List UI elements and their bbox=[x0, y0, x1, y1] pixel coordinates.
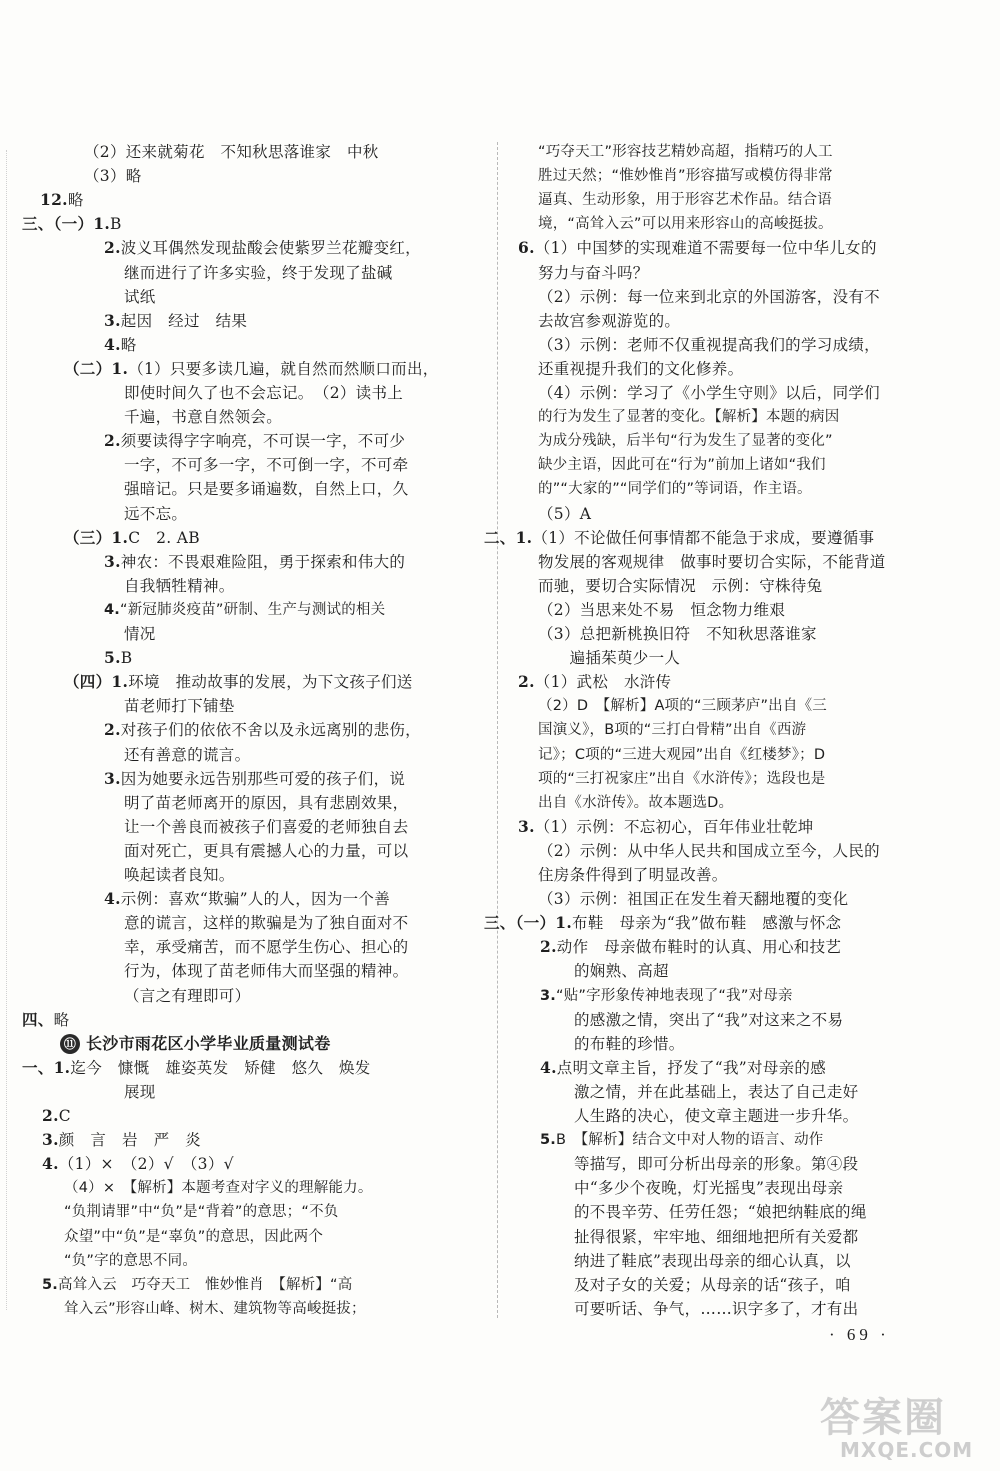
item-text: （1）示例：不忘初心，百年伟业壮乾坤 bbox=[534, 818, 814, 836]
right_column-line bbox=[540, 935, 841, 959]
item-text: 还重视提升我们的文化修养。 bbox=[538, 360, 744, 378]
item-text: 让一个善良而被孩子们喜爱的老师独自去 bbox=[124, 818, 409, 836]
item-text: 去故宫参观游览的。 bbox=[538, 312, 681, 330]
item-label: 4. bbox=[540, 1058, 557, 1077]
item-text: 神农：不畏艰难险阻，勇于探索和伟大的 bbox=[120, 553, 406, 571]
left_column-line bbox=[124, 839, 408, 863]
left_column-line bbox=[84, 164, 142, 188]
item-text: 波义耳偶然发现盐酸会使紫罗兰花瓣变红， bbox=[120, 239, 421, 257]
right_column-line bbox=[538, 767, 825, 791]
item-text: （2）示例：每一位来到北京的外国游客，没有不 bbox=[538, 288, 880, 306]
left_column-line bbox=[104, 646, 132, 670]
item-text: 点明文章主旨，抒发了“我”对母亲的感 bbox=[556, 1059, 827, 1077]
item-label: （四）1. bbox=[64, 672, 129, 691]
item-text: （1）只要多读几遍，就自然而然顺口而出， bbox=[128, 360, 439, 378]
item-text: （3）总把新桃换旧符 不知秋思落谁家 bbox=[538, 625, 817, 643]
item-label: 3. bbox=[518, 817, 535, 836]
watermark-logo bbox=[820, 1386, 990, 1466]
item-label: 二、1. bbox=[484, 528, 533, 547]
right_column-line bbox=[518, 670, 671, 694]
left_column-line bbox=[124, 911, 408, 935]
left_column-line bbox=[40, 188, 84, 212]
left_column-line bbox=[124, 959, 408, 983]
left_column-line bbox=[22, 1056, 371, 1080]
item-text: 纳进了鞋底”表现出母亲的细心认真，以 bbox=[574, 1252, 851, 1270]
item-text: （1）不论做任何事情都不能急于求成，要遵循事 bbox=[532, 529, 875, 547]
item-text: 人生路的决心，使文章主题进一步升华。 bbox=[574, 1107, 859, 1125]
item-text: 起因 经过 结果 bbox=[120, 312, 248, 330]
item-text: 中“多少个夜晚，灯光摇曳”表现出母亲 bbox=[574, 1179, 844, 1197]
item-text: 明了苗老师离开的原因，具有悲剧效果， bbox=[124, 794, 409, 812]
left_column-line bbox=[104, 550, 405, 574]
item-label: （二）1. bbox=[64, 359, 129, 378]
right_column-line bbox=[574, 959, 669, 983]
left_column-line bbox=[104, 718, 421, 742]
item-text: 高耸入云 巧夺天工 惟妙惟肖 【解析】“高 bbox=[58, 1277, 353, 1293]
item-text: 胜过天然；“惟妙惟肖”形容描写或模仿得非常 bbox=[538, 168, 833, 184]
item-text: 的行为发生了显著的变化。【解析】本题的病因 bbox=[538, 409, 840, 425]
right_column-line bbox=[538, 285, 880, 309]
item-label: 4. bbox=[104, 335, 121, 354]
item-text: 略 bbox=[120, 336, 137, 354]
item-text: 还有善意的谎言。 bbox=[124, 746, 251, 764]
item-text: （言之有理即可） bbox=[124, 987, 251, 1005]
item-text: 扯得很紧，牢牢地、细细地把所有关爱都 bbox=[574, 1228, 859, 1246]
left_column-line bbox=[104, 236, 421, 260]
left_column-line bbox=[104, 767, 405, 791]
left_column-line bbox=[64, 670, 413, 694]
right_column-line bbox=[538, 188, 832, 212]
item-text: （2）还来就菊花 不知秋思落谁家 中秋 bbox=[84, 143, 379, 161]
right_column-line bbox=[574, 1080, 858, 1104]
page-number: · 69 · bbox=[829, 1325, 890, 1344]
item-text: C 2. AB bbox=[128, 529, 200, 547]
right_column-line bbox=[538, 622, 817, 646]
right_column-line bbox=[538, 381, 880, 405]
item-text: 的不畏辛劳、任劳任怨；“娘把纳鞋底的绳 bbox=[574, 1203, 867, 1221]
left_column-line bbox=[124, 405, 282, 429]
left_column-line bbox=[42, 1152, 234, 1176]
item-text: （2）示例：从中华人民共和国成立至今，人民的 bbox=[538, 842, 880, 860]
item-text: “贴”字形象传神地表现了“我”对母亲 bbox=[556, 988, 793, 1004]
item-text: C bbox=[58, 1107, 71, 1125]
right_column-line bbox=[574, 1273, 851, 1297]
right_column-line bbox=[538, 550, 886, 574]
item-text: 的娴熟、高超 bbox=[574, 962, 669, 980]
left_column-line bbox=[60, 1032, 331, 1056]
item-text: 远不忘。 bbox=[124, 505, 188, 523]
item-text: 激之情，并在此基础上，表达了自己走好 bbox=[574, 1083, 859, 1101]
right_column-line bbox=[538, 405, 839, 429]
left_column-line bbox=[22, 212, 122, 236]
left_column-line bbox=[42, 1128, 201, 1152]
right_column-line bbox=[538, 357, 743, 381]
section-title: 长沙市雨花区小学毕业质量测试卷 bbox=[86, 1034, 331, 1053]
item-text: 的”“大家的”“同学们的”等词语，作主语。 bbox=[538, 481, 812, 497]
item-text: 示例：喜欢“欺骗”人的人，因为一个善 bbox=[120, 890, 391, 908]
left_column-line bbox=[124, 261, 393, 285]
left_column-line bbox=[124, 453, 408, 477]
item-text: 强暗记。只是要多诵遍数，自然上口，久 bbox=[124, 480, 409, 498]
item-text: 自我牺牲精神。 bbox=[124, 577, 235, 595]
watermark-text: 答案圈 bbox=[820, 1395, 946, 1441]
item-text: 缺少主语，因此可在“行为”前加上诸如“我们 bbox=[538, 457, 826, 473]
item-label: 5. bbox=[540, 1132, 556, 1148]
item-label: 2. bbox=[104, 431, 121, 450]
item-label: 12. bbox=[40, 190, 68, 209]
item-label: 4. bbox=[104, 889, 121, 908]
item-text: 唤起读者良知。 bbox=[124, 866, 235, 884]
left_column-line bbox=[64, 1200, 338, 1224]
item-text: 记》；C项的“三进大观园”出自《红楼梦》；D bbox=[538, 747, 826, 763]
item-text: 遍插茱萸少一人 bbox=[538, 649, 681, 667]
left_column-line bbox=[64, 1297, 366, 1321]
right_column-line bbox=[574, 1225, 858, 1249]
item-text: “新冠肺炎疫苗”研制、生产与测试的相关 bbox=[120, 602, 386, 618]
left_column-line bbox=[104, 333, 137, 357]
left_column-line bbox=[124, 935, 408, 959]
item-text: （3）示例：祖国正在发生着天翻地覆的变化 bbox=[538, 890, 849, 908]
item-text: （4）× 【解析】本题考查对字义的理解能力。 bbox=[64, 1180, 373, 1196]
right_column-line bbox=[574, 1104, 858, 1128]
item-text: 情况 bbox=[124, 625, 156, 643]
item-text: 动作 母亲做布鞋时的认真、用心和技艺 bbox=[556, 938, 842, 956]
right_column-line bbox=[538, 212, 833, 236]
item-text: 意的谎言，这样的欺骗是为了独自面对不 bbox=[124, 914, 409, 932]
left_column-line bbox=[124, 694, 235, 718]
right_column-line bbox=[538, 453, 826, 477]
item-label: 2. bbox=[540, 937, 557, 956]
item-text: 为成分残缺，后半句“行为发生了显著的变化” bbox=[538, 433, 833, 449]
item-label: 2. bbox=[104, 238, 121, 257]
left_column-line bbox=[104, 598, 385, 622]
watermark-url: MXQE.COM bbox=[840, 1438, 974, 1462]
item-text: 逼真、生动形象，用于形容艺术作品。结合语 bbox=[538, 192, 832, 208]
left_column-line bbox=[84, 140, 379, 164]
right_column-line bbox=[538, 429, 833, 453]
right_column-line bbox=[538, 598, 785, 622]
left_column-line bbox=[104, 429, 405, 453]
item-text: 展现 bbox=[124, 1083, 156, 1101]
item-text: 幸，承受痛苦，而不愿学生伤心、担心的 bbox=[124, 938, 409, 956]
right_column-line bbox=[538, 839, 880, 863]
item-text: 颜 言 岩 严 炎 bbox=[58, 1131, 201, 1149]
item-text: 行为，体现了苗老师伟大而坚强的精神。 bbox=[124, 962, 409, 980]
item-label: 3. bbox=[104, 552, 121, 571]
item-label: 3. bbox=[540, 988, 556, 1004]
item-text: 出自《水浒传》。故本题选D。 bbox=[538, 795, 734, 811]
right_column-line bbox=[538, 333, 880, 357]
right_column-line bbox=[538, 477, 812, 501]
right_column-line bbox=[574, 1008, 843, 1032]
item-text: “负”字的意思不同。 bbox=[64, 1253, 198, 1269]
item-text: （1）× （2）√ （3）√ bbox=[58, 1155, 234, 1173]
left_column-line bbox=[104, 309, 247, 333]
item-label: 一、1. bbox=[22, 1058, 71, 1077]
item-text: 千遍，书意自然领会。 bbox=[124, 408, 283, 426]
left_column-line bbox=[124, 984, 250, 1008]
item-text: 迄今 慷慨 雄姿英发 矫健 悠久 焕发 bbox=[70, 1059, 371, 1077]
item-label: 四、 bbox=[22, 1010, 54, 1029]
item-text: 对孩子们的依依不舍以及永远离别的悲伤， bbox=[120, 721, 421, 739]
column-divider bbox=[497, 142, 498, 1318]
item-text: （2）当思来处不易 恒念物力维艰 bbox=[538, 601, 786, 619]
item-text: B bbox=[110, 215, 122, 233]
item-text: 住房条件得到了明显改善。 bbox=[538, 866, 728, 884]
item-label: 6. bbox=[518, 238, 535, 257]
item-text: 物发展的客观规律 做事时要切合实际，不能背道 bbox=[538, 553, 886, 571]
right_column-line bbox=[538, 574, 822, 598]
item-text: 耸入云”形容山峰、树木、建筑物等高峻挺拔； bbox=[64, 1301, 366, 1317]
item-text: （2）D 【解析】A项的“三顾茅庐”出自《三 bbox=[538, 698, 827, 714]
item-text: 因为她要永远告别那些可爱的孩子们，说 bbox=[120, 770, 406, 788]
item-text: 的布鞋的珍惜。 bbox=[574, 1035, 685, 1053]
right_column-line bbox=[538, 743, 825, 767]
left_column-line bbox=[124, 791, 408, 815]
item-text: 等描写，即可分析出母亲的形象。第④段 bbox=[574, 1155, 859, 1173]
item-text: 略 bbox=[53, 1011, 70, 1029]
right_column-line bbox=[518, 815, 814, 839]
left_column-line bbox=[124, 1080, 156, 1104]
item-text: 可要听话、争气，……识字多了，才有出 bbox=[574, 1300, 859, 1318]
left_column-line bbox=[64, 1176, 373, 1200]
item-text: 而驰，要切合实际情况 示例：守株待兔 bbox=[538, 577, 823, 595]
left_column-line bbox=[64, 526, 200, 550]
left_column-line bbox=[124, 285, 156, 309]
right_column-line bbox=[538, 140, 833, 164]
item-text: （1）武松 水浒传 bbox=[534, 673, 672, 691]
right_column-line bbox=[538, 309, 680, 333]
item-text: 略 bbox=[67, 191, 84, 209]
left_column-line bbox=[124, 863, 235, 887]
item-label: 2. bbox=[518, 672, 535, 691]
item-label: 三、（一）1. bbox=[22, 214, 111, 233]
item-text: （3）示例：老师不仅重视提高我们的学习成绩， bbox=[538, 336, 880, 354]
left_column-line bbox=[124, 502, 187, 526]
right_column-line bbox=[538, 164, 833, 188]
right_column-line bbox=[538, 887, 848, 911]
left_column-line bbox=[22, 1008, 69, 1032]
item-label: （三）1. bbox=[64, 528, 129, 547]
right_column-line bbox=[538, 718, 806, 742]
right_column-line bbox=[540, 984, 793, 1008]
item-text: “巧夺天工”形容技艺精妙高超，指精巧的人工 bbox=[538, 144, 833, 160]
item-text: （1）中国梦的实现难道不需要每一位中华儿女的 bbox=[534, 239, 877, 257]
right_column-line bbox=[538, 791, 733, 815]
left_column-line bbox=[42, 1273, 352, 1297]
left_column-line bbox=[124, 622, 156, 646]
item-text: 环境 推动故事的发展，为下文孩子们送 bbox=[128, 673, 413, 691]
item-label: 3. bbox=[104, 311, 121, 330]
left_column-line bbox=[124, 381, 403, 405]
item-text: 努力与奋斗吗？ bbox=[538, 264, 649, 282]
item-text: 及对子女的关爱；从母亲的话“孩子，咱 bbox=[574, 1276, 851, 1294]
item-text: “负荆请罪”中“负”是“背着”的意思；“不负 bbox=[64, 1204, 339, 1220]
item-text: （3）略 bbox=[84, 167, 142, 185]
item-text: 试纸 bbox=[124, 288, 156, 306]
item-text: 项的“三打祝家庄”出自《水浒传》；选段也是 bbox=[538, 771, 826, 787]
item-text: 须要读得字字响亮，不可误一字，不可少 bbox=[120, 432, 406, 450]
right_column-line bbox=[574, 1152, 858, 1176]
item-label: 2. bbox=[104, 720, 121, 739]
item-text: 面对死亡，更具有震撼人心的力量，可以 bbox=[124, 842, 409, 860]
left_column-line bbox=[124, 743, 250, 767]
item-label: 5. bbox=[104, 648, 121, 667]
right_column-line bbox=[538, 646, 680, 670]
item-text: 众望”中“负”是“辜负”的意思，因此两个 bbox=[64, 1229, 324, 1245]
item-label: 4. bbox=[104, 602, 120, 618]
right_column-line bbox=[574, 1176, 843, 1200]
left_column-line bbox=[124, 815, 408, 839]
left_column-line bbox=[64, 357, 439, 381]
right_column-line bbox=[484, 526, 874, 550]
right_column-line bbox=[574, 1200, 867, 1224]
item-text: 即使时间久了也不会忘记。 （2）读书上 bbox=[124, 384, 404, 402]
right_column-line bbox=[574, 1297, 858, 1321]
item-text: 苗老师打下铺垫 bbox=[124, 697, 235, 715]
left_column-line bbox=[124, 477, 408, 501]
right_column-line bbox=[484, 911, 841, 935]
left_column-line bbox=[104, 887, 390, 911]
item-text: 一字，不可多一字，不可倒一字，不可牵 bbox=[124, 456, 409, 474]
left_column-line bbox=[64, 1249, 197, 1273]
item-text: B bbox=[120, 649, 133, 667]
item-text: （5）A bbox=[538, 505, 592, 523]
item-text: 的感激之情，突出了“我”对这来之不易 bbox=[574, 1011, 844, 1029]
right_column-line bbox=[574, 1032, 685, 1056]
right_column-line bbox=[538, 694, 827, 718]
item-text: 境，“高耸入云”可以用来形容山的高峻挺拔。 bbox=[538, 216, 833, 232]
item-text: （4）示例：学习了《小学生守则》以后，同学们 bbox=[538, 384, 880, 402]
right_column-line bbox=[538, 261, 649, 285]
item-label: 2. bbox=[42, 1106, 59, 1125]
right_column-line bbox=[538, 502, 591, 526]
left_column-line bbox=[64, 1225, 323, 1249]
item-text: 国演义》，B项的“三打白骨精”出自《西游 bbox=[538, 722, 807, 738]
item-label: 4. bbox=[42, 1154, 59, 1173]
item-label: 3. bbox=[42, 1130, 59, 1149]
item-text: 继而进行了许多实验，终于发现了盐碱 bbox=[124, 264, 393, 282]
right_column-line bbox=[518, 236, 877, 260]
item-text: 布鞋 母亲为“我”做布鞋 感激与怀念 bbox=[572, 914, 842, 932]
item-label: 三、（一）1. bbox=[484, 913, 573, 932]
right_column-line bbox=[540, 1056, 826, 1080]
item-label: 5. bbox=[42, 1277, 58, 1293]
page-edge-mark bbox=[6, 150, 7, 1310]
right_column-line bbox=[574, 1249, 851, 1273]
right_column-line bbox=[540, 1128, 824, 1152]
item-text: B 【解析】结合文中对人物的语言、动作 bbox=[556, 1132, 824, 1148]
left_column-line bbox=[124, 574, 235, 598]
section-number-badge: ⑪ bbox=[60, 1034, 80, 1054]
item-label: 3. bbox=[104, 769, 121, 788]
left_column-line bbox=[42, 1104, 71, 1128]
right_column-line bbox=[538, 863, 728, 887]
